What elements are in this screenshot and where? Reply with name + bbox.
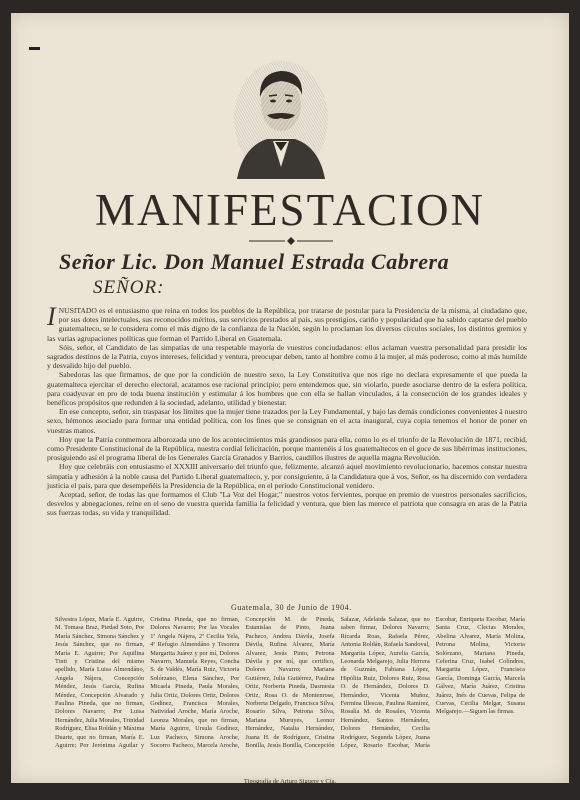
paragraph: Sabedoras las que firmamos, de que por la condición de nuestro sexo, la Ley Constitutiva que nos rige no declara expresamente el que pueda la guatemalteca ejercitar el derecho electoral, acatamos ese racional principio; pero entendemos que, sin violarlo, puede asociarse dentro de la esfera política, para coadyuvar en pro de toda buena institución y estimular á los hombres que con ella se hallan vinculados, á la consecución de los grandes ideales y benéficos propósitos que redunden á la sociedad, adelanto, utilidad y bienestar. bbox=[47, 370, 527, 408]
paragraph: Sóis, señor, el Candidato de las simpatías de una respetable mayoría de vuestros conciudadanos: ellos aclaman vuestra personalidad para presidir los sagrados destinos de la Patria, cuyos intereses, felicidad y ventura, preocupar deben, tanto al hombre como á la mujer, al más poderoso, como al más humilde y desvalido hijo del pueblo. bbox=[47, 342, 527, 371]
divider-ornament bbox=[249, 237, 333, 245]
paragraph: Aceptad, señor, de todas las que formamos el Club "La Voz del Hogar," nuestros votos fervientes, porque en premio de vuestros personales sacrificios, desvelos y abnegaciones, reine en el seno de vuestra querida familia la felicidad y ventura, que bien las merece el patriota que consagra en aras de la Patria sus fuerzas todas, su vida y tranquilidad. bbox=[47, 490, 527, 518]
paragraph: En ese concepto, señor, sin traspasar los límites que la mujer tiene trazados por la Ley Fundamental, y bajo las demás condiciones convenientes á nuestro sexo, hémonos asociado para formar una entidad política, con los fines que se consignan en el acta inaugural, cuya copia tenemos el honor de poner en vuestras manos. bbox=[47, 407, 527, 435]
signatures-list: Silvestra López, María E. Aguirre, M. Tomasa Braz, Piedad Soto, Por María Sánchez, Simona Sánchez y Jesús Sánchez, que no firman, María E. Aguirre; Por Aquilina Tinti y Cristina del mismo apellido, María Luisa Almendáno, Angela Nájera, Concepción Méndez, Jesús García, Rufina Méndez, Concepción Alvarado y Paulina Pineda, que no firman, Dolores Navarro; Por Luisa Hernández, Julia Morales, Trinidad Rodríguez, Elisa Roldán y Máxima Duarte, que no firman, María E. Aguirre; Por Jerónima Aguilar y Cristina Pineda, que no firman, Dolores Navarro; Por las Vocales 1ª Angela Nájera, 2ª Cecilia Yela, 4ª Refugio Almendáno y Tesorera Margarita Juárez y por mí, Dolores Navarro, Manuela Reyes, Concha S. de Valdés, María Ruiz, Victoria Solórzano, Elena Sánchez, Por Micaela Pineda, Paula Morales, Julia Ortiz, Dolores Ortiz, Dolores Godínez, Francisca Morales, Natividad Aroche, María Aroche, Leonza Morales, que no firman, María Aguirre, Ursula Godínez, Luz Pacheco, Simona Aroche, Socorro Pacheco, Marcela Aroche, Concepción M. de Pineda, Estanislaa de Pinto, Juana Pacheco, Andrea Dávila, Josefa Dávila, Rufina Alvarez, María Alvarez, Jesús Pinto, Petrona Dávila y por mí, que certifico, Dolores Navarro; Mariana Gutiérrez, Julia Gutiérrez, Paulina Ortiz, Norberta Pineda, Dasmesia Ortiz, Rosa O. de Montenrose, Norberta Delgado, Francisca Silva, Rosario Silva, Petrona Silva, Mariana Muruyes, Leonor Hernández, Natalia Hernández, Juana H. de Rodríguez, Cristina Bonilla, Jesús Bonilla, Concepción Salazar, Adelaida Salazar, que no saben firmar, Dolores Navarro; Ricarda Roas, Rafaela Pérez, Antonia Roldán, Rafaela Sandoval, Margarita López, Aurelia García, Leonarda Melgarejo, Julia Herrera de Guzmán, Fabiana López, Hipólita Ruiz, Dolores Ruiz, Rosa O. de Hernández, Dolores D. Hernández, Vicenta Muñoz, Fermina Illescas, Paulina Ramírez, Rosalía M. de Rosales, Vicenta Hernández, Santos Hernández, Dolores Hernández, Cecilia Rodríguez, Segunda López, Juana López, Rosario Escobar, María Escobar, Enriqueta Escobar, María Santa Cruz, Clecias Morales, Abelina Alvarez, María Molina, Petrona Molina, Victoria Solórzano, Mariana Pineda, Ceferina Cruz, Isabel Colíndres, Margarita López, Francisca García, Dominga García, Marcela Gálvez, María Juárez, Cristina Juárez, Inés de Cuevas, Felipa de Cuevas, Cecilia Melgar, Susana Melgarejo.—Siguen las firmas. bbox=[55, 616, 525, 750]
manifesto-body bbox=[47, 302, 527, 518]
drop-cap: I bbox=[47, 302, 56, 331]
portrait-engraving bbox=[229, 47, 333, 179]
printer-credit: Tipografía de Arturo Siguere y Cía. bbox=[243, 778, 337, 783]
document-sheet bbox=[11, 13, 569, 783]
dateline: Guatemala, 30 de Junio de 1904. bbox=[231, 603, 352, 612]
salutation: SEÑOR: bbox=[93, 277, 165, 298]
paragraph: INUSITADO es el entusiasmo que reina en todos los pueblos de la República, por tratarse de postular para la Presidencia de la misma, al ciudadano que, por sus dotes intelectuales, sus reconocidos méritos, sus servicios prestados al país, sus prestigios, cariño y popularidad que ha sabido captarse del pueblo guatemalteco, se le considera como el más digno de la confianza de la Nación, según lo proclaman los diversos círculos sociales, los distintos gremios y las varias agrupaciones políticas que forman el Partido Liberal en Guatemala. bbox=[47, 302, 527, 343]
margin-mark bbox=[29, 47, 40, 50]
paragraph: Hoy que celebráis con entusiasmo el XXXIII aniversario del triunfo que, felizmente, alcanzó aquel movimiento revolucionario, hacemos constar nuestra simpatía y adhesión á la noble causa del Partido Liberal guatemalteco, y, por consiguiente, á la Candidatura que á vos, Señor, os ha discernido con verdadera justicia el país, para que desempeñéis la Presidencia de la República, en el período Constitucional venidero. bbox=[47, 462, 527, 490]
paragraph: Hoy que la Patria conmemora alborozada uno de los acontecimientos más grandiosos para ella, como lo es el triunfo de la Revolución de 1871, recibid, como Presidente Constitucional de la República, nuestra cordial felicitación, porque mantenéis á los guatemaltecos en el goce de sus libérrimas instituciones, prosiguiendo así el programa liberal de los Generales García Granados y Barrios, caudillos ilustres de aquella magna Revolución. bbox=[47, 434, 527, 463]
addressee-heading: Señor Lic. Don Manuel Estrada Cabrera bbox=[59, 249, 450, 274]
document-title: MANIFESTACION bbox=[95, 185, 485, 235]
